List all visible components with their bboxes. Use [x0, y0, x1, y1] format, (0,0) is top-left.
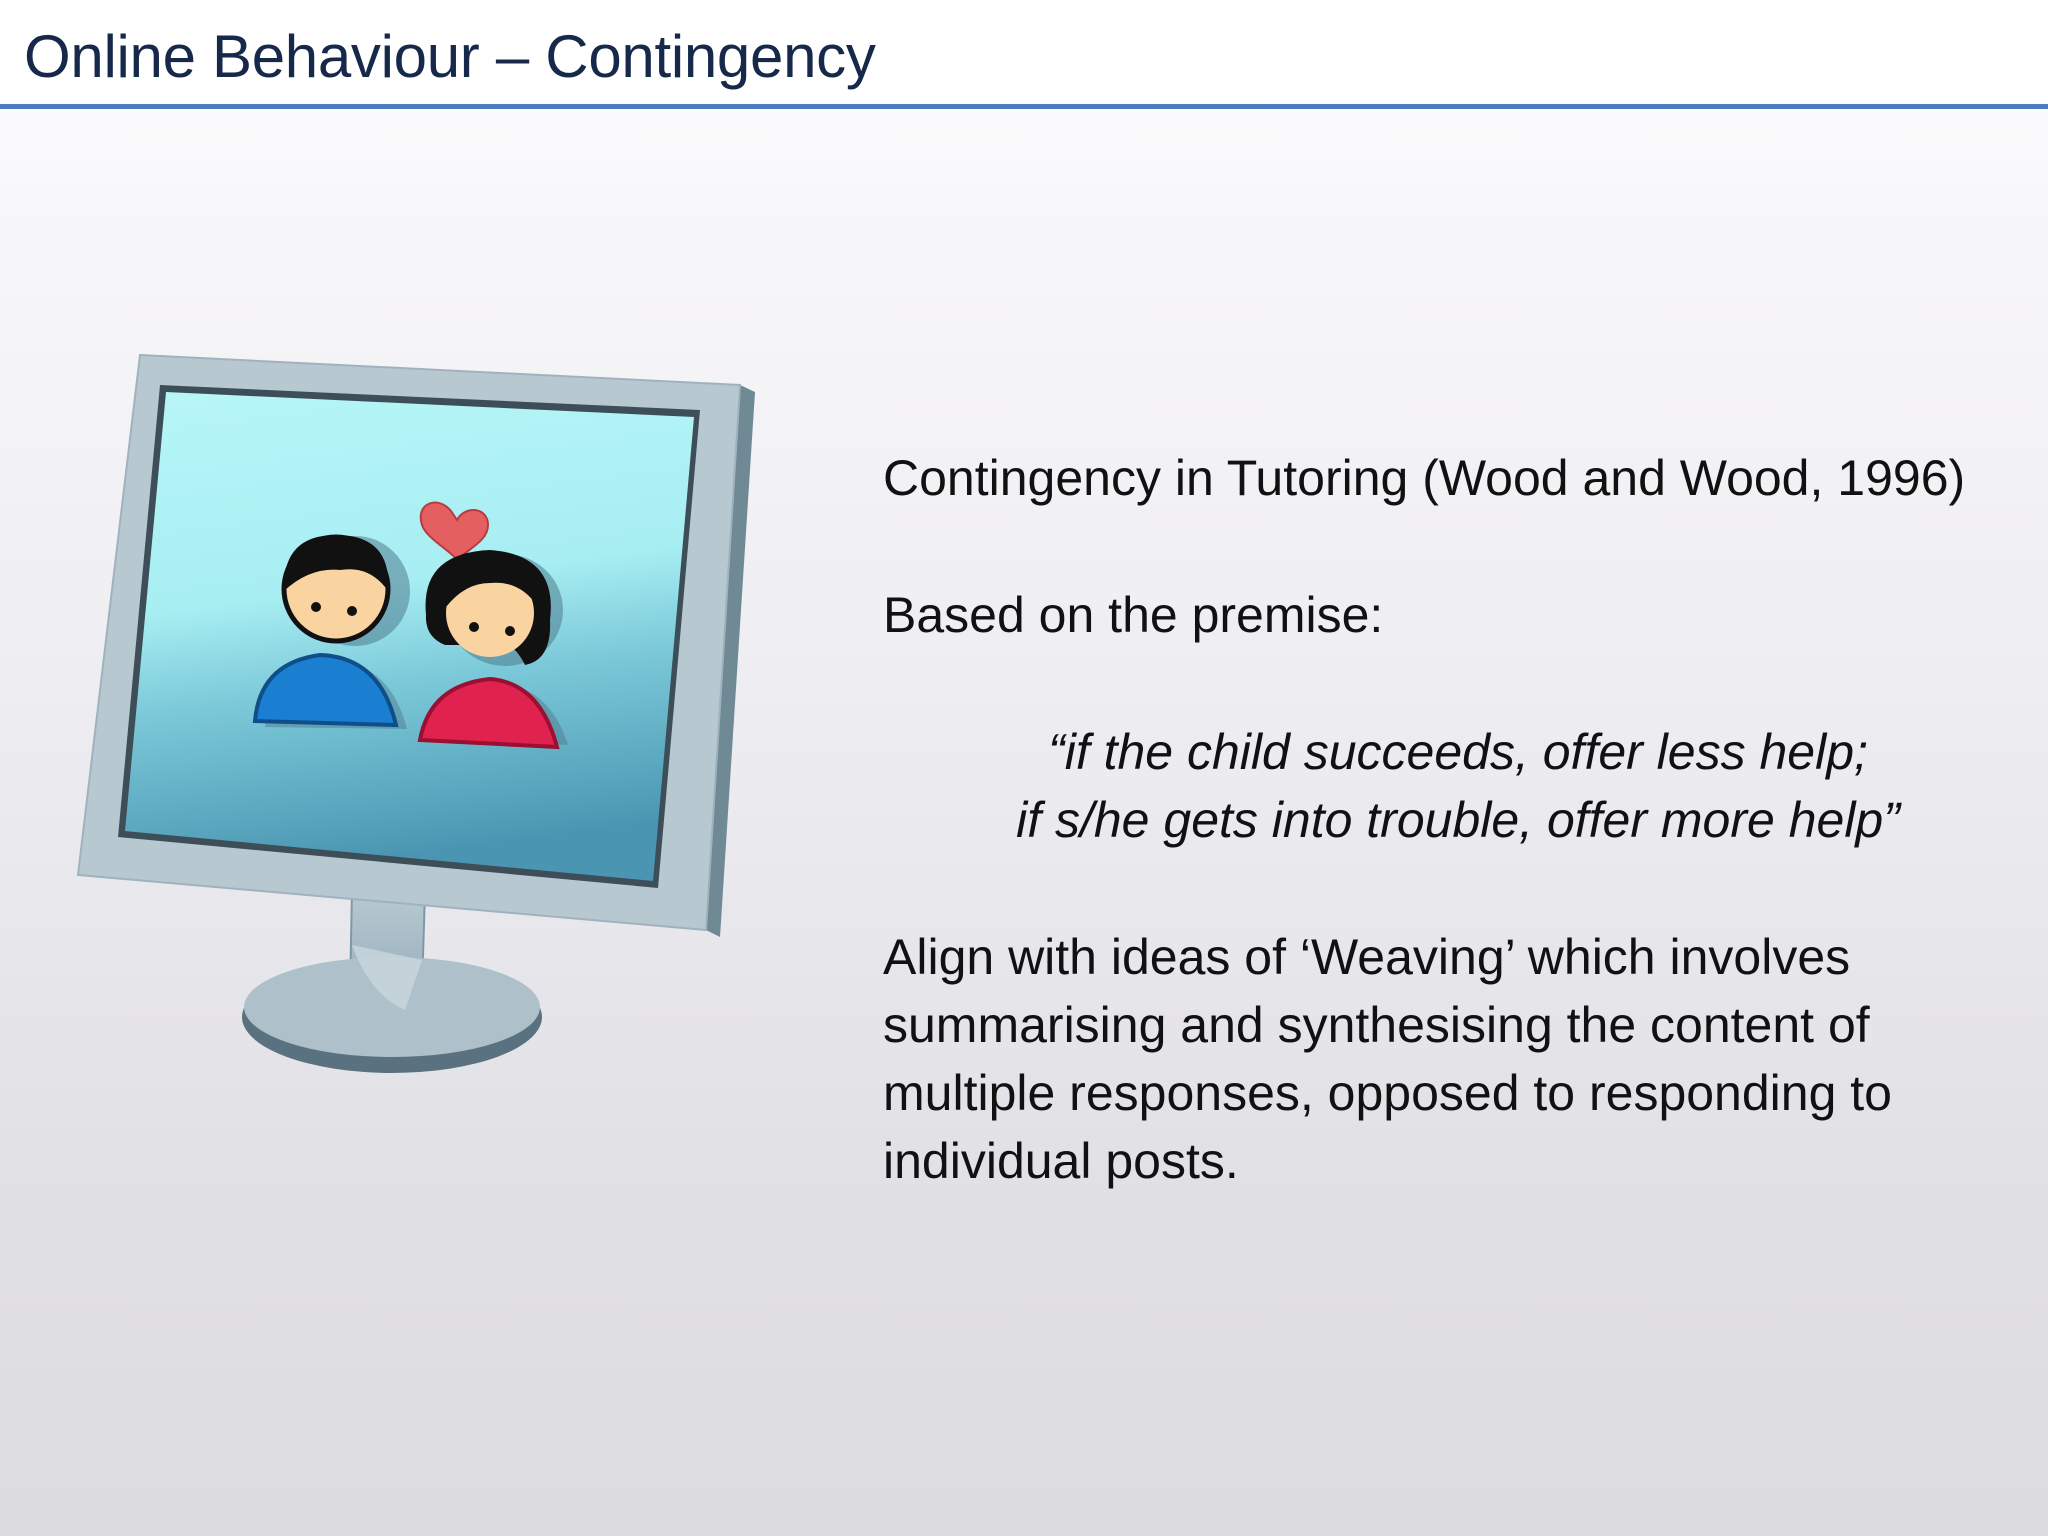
weaving-paragraph-line-1: Align with ideas of ‘Weaving’ which involves — [883, 929, 1851, 985]
computer-monitor-with-couple-icon — [70, 345, 770, 1105]
spacer — [883, 512, 2033, 581]
premise-quote-line-1: “if the child succeeds, offer less help; — [1048, 724, 1868, 780]
premise-quote-line-2: if s/he gets into trouble, offer more help” — [1016, 792, 1900, 848]
weaving-paragraph-line-3: multiple responses, opposed to responding to — [883, 1065, 1892, 1121]
computer-monitor-illustration — [70, 345, 770, 1105]
title-bar — [0, 0, 2048, 104]
title-divider — [0, 104, 2048, 109]
weaving-paragraph-line-2: summarising and synthesising the content of — [883, 997, 1870, 1053]
slide-title: Online Behaviour – Contingency — [24, 23, 876, 90]
spacer — [883, 649, 2033, 718]
slide-body — [883, 444, 2033, 1195]
premise-intro: Based on the premise: — [883, 587, 1384, 643]
weaving-paragraph-line-4: individual posts. — [883, 1133, 1239, 1189]
contingency-heading: Contingency in Tutoring (Wood and Wood, 1996) — [883, 450, 1966, 506]
spacer — [883, 854, 2033, 923]
